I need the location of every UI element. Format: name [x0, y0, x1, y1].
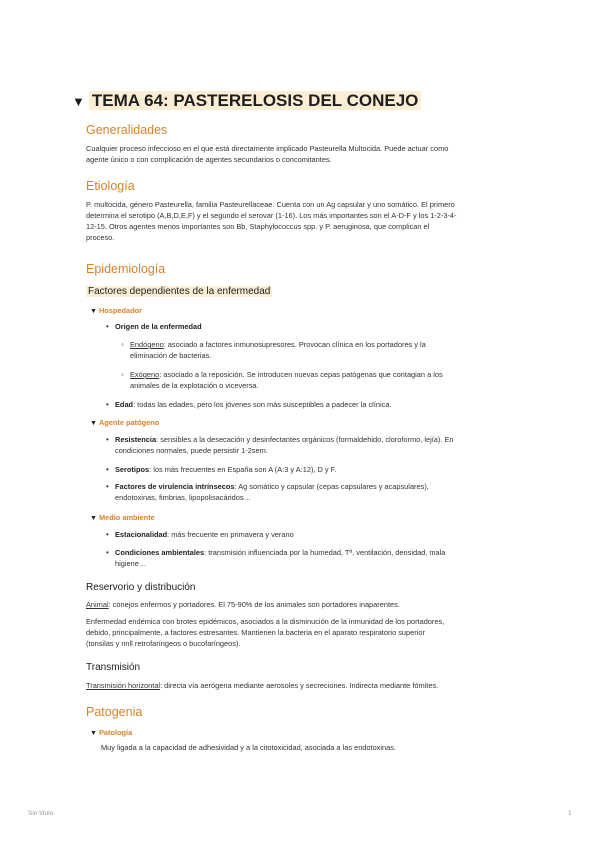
heading-epidemiologia: Epidemiología: [86, 262, 166, 276]
para-line: determina el serotipo (A,B,D,E,F) y el segundo el serovar (1-16). Los más importantes son el A-D-F y los 1-2-3-4-: [86, 211, 457, 220]
para-line: 12-15. Otros agentes menos importantes son Bb, Staphylococcus spp. y P. aeruginosa, que complican el: [86, 222, 430, 231]
list-item: • Origen de la enfermedad: [115, 321, 202, 332]
reservorio-body: Animal: conejos enfermos y portadores. El 75-90% de los animales son portadores inaparentes. Enfermedad endémica con brotes epidémicos, asociados a la disminución de la inmunidad de los portadores, debido, principalmente, a factores estresantes. Mantienen la bacteria en el aparato respiratorio superior (tonsilas y nnll retrofaríngeos o bucofaríngeos).: [86, 600, 445, 648]
subheading-factores: Factores dependientes de la enfermedad: [88, 286, 271, 297]
list-item: • Factores de virulencia intrínsecos: Ag somático y capsular (cepas capsulares y acapsulares), endotoxinas, fimbrias, lipopolisacáridos…: [115, 481, 535, 503]
list-item: • Condiciones ambientales: transmisión influenciada por la humedad, Tª, ventilación, densidad, mala higiene…: [115, 547, 535, 569]
list-item: • Edad: todas las edades, pero los jóvenes son más susceptibles a padecer la clínica.: [115, 399, 535, 410]
list-item: • Serotipos: los más frecuentes en España son A (A:3 y A:12), D y F.: [115, 464, 535, 475]
list-item: ◦ Endógeno: asociado a factores inmunosupresores. Provocan clínica en los portadores y la eliminación de bacterias.: [130, 339, 530, 361]
heading-patogenia: Patogenia: [86, 705, 143, 719]
transmision-body: Transmisión horizontal: directa vía aerógena mediante aerosoles y secreciones. Indirecta mediante fómites.: [86, 681, 439, 690]
collapse-triangle-icon[interactable]: ▼: [72, 94, 85, 109]
toggle-patologia[interactable]: ▼ Patología: [90, 728, 133, 737]
page-title: [72, 90, 421, 113]
footer-doc-title: Sin título: [28, 810, 54, 817]
collapse-triangle-icon[interactable]: ▼: [90, 515, 97, 522]
collapse-triangle-icon[interactable]: ▼: [90, 730, 97, 737]
collapse-triangle-icon[interactable]: ▼: [90, 308, 97, 315]
list-item: • Estacionalidad: más frecuente en primavera y verano: [115, 529, 535, 540]
para-line: P. multocida, género Pasteurella, familia Pasteurellaceae. Cuenta con un Ag capsular y uno somático. El primero: [86, 200, 455, 209]
toggle-agente-patogeno[interactable]: ▼ Agente patógeno: [90, 418, 160, 427]
heading-etiologia: Etiología: [86, 179, 135, 193]
toggle-medio-ambiente[interactable]: ▼ Medio ambiente: [90, 513, 155, 522]
para-line: Cualquier proceso infeccioso en el que está directamente implicado Pasteurella Multocida. Puede actuar como: [86, 144, 449, 153]
footer-page-number: 1: [568, 810, 572, 817]
collapse-triangle-icon[interactable]: ▼: [90, 420, 97, 427]
toggle-hospedador[interactable]: ▼ Hospedador: [90, 306, 143, 315]
patologia-text: Muy ligada a la capacidad de adhesividad y a la citotoxicidad, asociada a las endotoxinas.: [101, 743, 396, 752]
section-generalidades: [86, 122, 546, 165]
subheading-transmision: Transmisión: [86, 662, 141, 673]
title-text: TEMA 64: PASTERELOSIS DEL CONEJO: [89, 91, 422, 110]
subheading-reservorio: Reservorio y distribución: [86, 582, 196, 593]
para-line: proceso.: [86, 233, 115, 242]
section-etiologia: [86, 178, 546, 243]
heading-generalidades: Generalidades: [86, 123, 168, 137]
para-line: agente único o con complicación de agentes secundarios o concomitantes.: [86, 155, 332, 164]
list-item: • Resistencia: sensibles a la desecación y desinfectantes orgánicos (formaldehido, cloroformo, lejía). En condiciones normales, puede persistir 1-2sem.: [115, 434, 535, 456]
list-item: ◦ Exógeno: asociado a la reposición. Se introducen nuevas cepas patógenas que contagian a los animales de la explotación o viceversa.: [130, 369, 530, 391]
